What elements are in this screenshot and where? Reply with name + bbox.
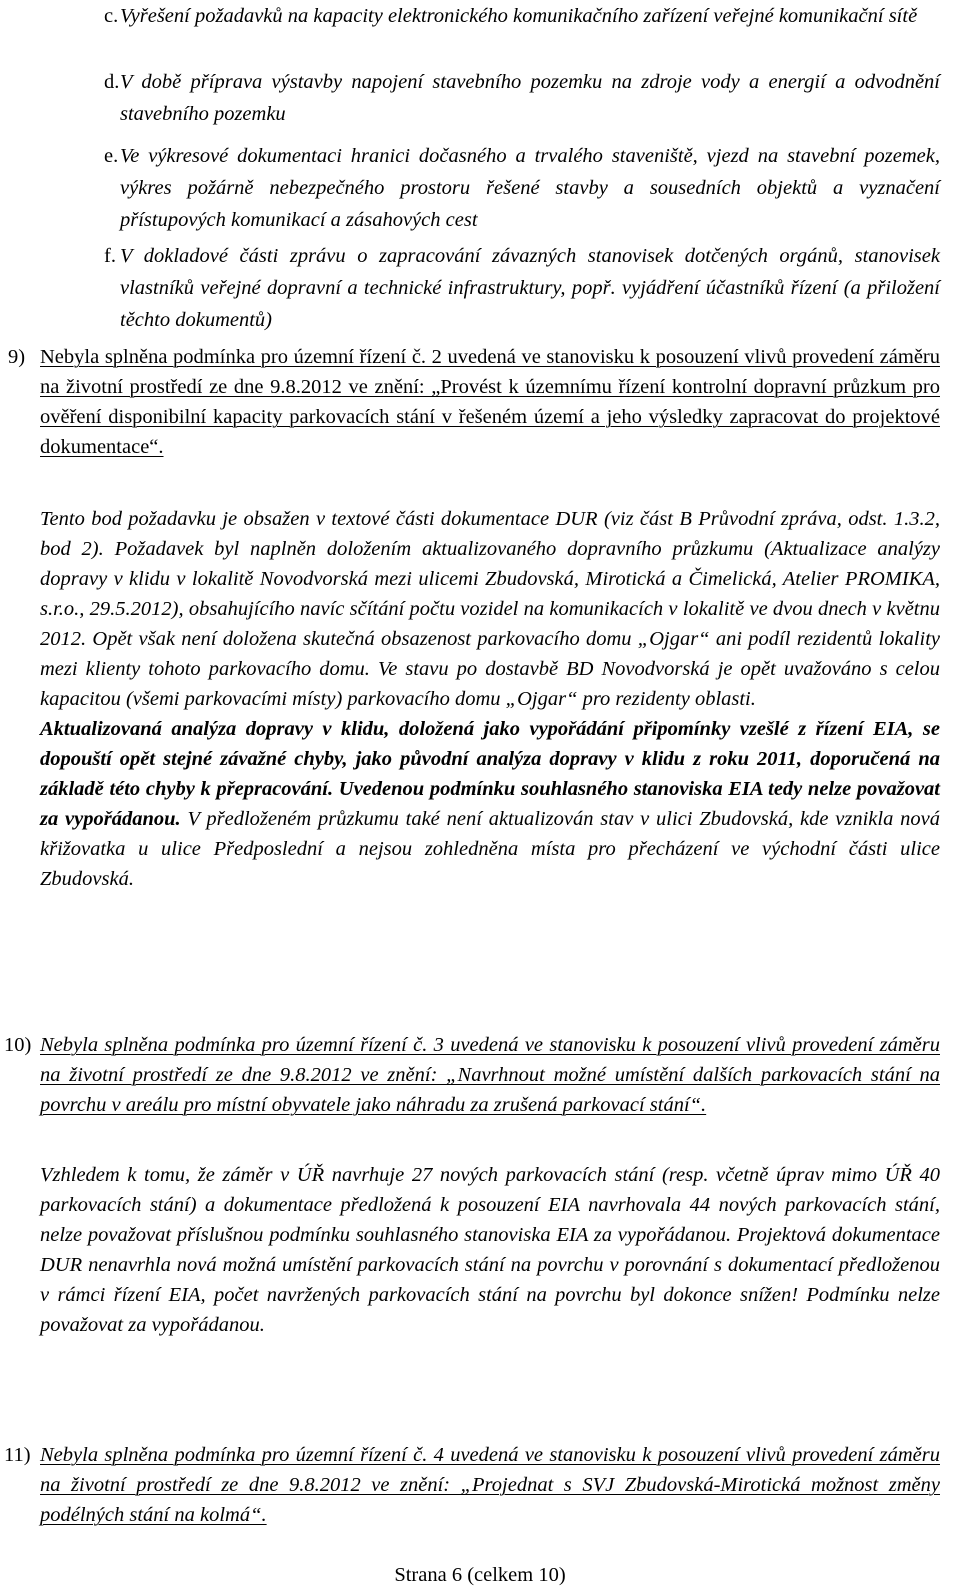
item-number: 11)	[4, 1444, 31, 1466]
bold-statement: Aktualizovaná analýza dopravy v klidu, doložená jako vypořádání připomínky vzešlé z řízení EIA, se dopouští opět stejné závažné chyby, jako původní analýza dopravy v klidu z roku 2011, doporučená na základě této chyby k přepracování. Uvedenou podmínku souhlasného stanoviska EIA tedy nelze považovat za vypořádanou.	[40, 718, 940, 830]
page-footer: Strana 6 (celkem 10)	[394, 1564, 566, 1586]
list-text: Ve výkresové dokumentaci hranici dočasného a trvalého staveniště, vjezd na stavební pozemek, výkres požárně nebezpečného prostoru řešené stavby a sousedních objektů a vyznačení přístupových komunikací a zásahových cest	[120, 145, 940, 231]
item-requirement: Nebyla splněna podmínka pro územní řízení č. 2 uvedená ve stanovisku k posouzení vlivů provedení záměru na životní prostředí ze dne 9.8.2012 ve znění: „Provést k územnímu řízení kontrolní dopravní průzkum pro ověření disponibilní kapacity parkovacích stání v řešeném území a jeho výsledky zapracovat do projektové dokumentace“.	[40, 346, 940, 458]
list-item-c	[104, 0, 940, 32]
item-10-body	[40, 1160, 940, 1340]
item-9-body	[40, 504, 940, 894]
item-requirement: Nebyla splněna podmínka pro územní řízení č. 3 uvedená ve stanovisku k posouzení vlivů provedení záměru na životní prostředí ze dne 9.8.2012 ve znění: „Navrhnout možné umístění dalších parkovacích stání na povrchu v areálu pro místní obyvatele jako náhradu za zrušená parkovací stání“.	[40, 1034, 940, 1116]
list-label: f.	[104, 245, 116, 267]
numbered-item-10	[0, 1030, 940, 1120]
list-label: c.	[104, 5, 119, 27]
paragraph: Vzhledem k tomu, že záměr v ÚŘ navrhuje 27 nových parkovacích stání (resp. včetně úprav mimo ÚŘ 40 parkovacích stání) a dokumentace předložená k posouzení EIA navrhovala 44 nových parkovacích stání, nelze považovat příslušnou podmínku souhlasného stanoviska EIA za vypořádanou. Projektová dokumentace DUR nenavrhla nová možná umístění parkovacích stání na povrchu v porovnání s dokumentací předloženou v rámci řízení EIA, počet navržených parkovacích stání na povrchu byl dokonce snížen! Podmínku nelze považovat za vypořádanou.	[40, 1164, 940, 1336]
item-number: 10)	[4, 1034, 32, 1056]
paragraph-tail: V předloženém průzkumu také není aktualizován stav v ulici Zbudovská, kde vznikla nová křižovatka u ulice Předposlední a nejsou zohledněna místa pro přecházení ve východní části ulice Zbudovská.	[40, 808, 940, 890]
item-requirement: Nebyla splněna podmínka pro územní řízení č. 4 uvedená ve stanovisku k posouzení vlivů provedení záměru na životní prostředí ze dne 9.8.2012 ve znění: „Projednat s SVJ Zbudovská-Mirotická možnost změny podélných stání na kolmá“.	[40, 1444, 940, 1526]
numbered-item-9	[0, 342, 940, 462]
item-number: 9)	[8, 346, 26, 368]
list-text: V dokladové části zprávu o zapracování závazných stanovisek dotčených orgánů, stanovisek vlastníků veřejné dopravní a technické infrastruktury, popř. vyjádření účastníků řízení (a přiložení těchto dokumentů)	[120, 245, 940, 331]
list-text: Vyřešení požadavků na kapacity elektronického komunikačního zařízení veřejné komunikační sítě	[120, 5, 918, 27]
paragraph: Tento bod požadavku je obsažen v textové části dokumentace DUR (viz část B Průvodní zpráva, odst. 1.3.2, bod 2). Požadavek byl naplněn doložením aktualizovaného dopravního průzkumu (Aktualizace analýzy dopravy v klidu v lokalitě Novodvorská mezi ulicemi Zbudovská, Mirotická a Čimelická, Atelier PROMIKA, s.r.o., 29.5.2012), obsahujícího navíc sčítání počtu vozidel na komunikacích v lokalitě ve dvou dnech v květnu 2012. Opět však není doložena skutečná obsazenost parkovacího domu „Ojgar“ ani podíl rezidentů lokality mezi klienty tohoto parkovacího domu. Ve stavu po dostavbě BD Novodvorská je opět uvažováno s celou kapacitou (všemi parkovacími místy) parkovacího domu „Ojgar“ pro rezidenty oblasti.	[40, 508, 940, 710]
list-item-e	[104, 140, 940, 236]
list-label: e.	[104, 145, 119, 167]
paragraph	[40, 714, 940, 894]
numbered-item-11	[0, 1440, 940, 1530]
list-label: d.	[104, 71, 120, 93]
list-text: V době příprava výstavby napojení stavebního pozemku na zdroje vody a energií a odvodnění stavebního pozemku	[120, 71, 940, 125]
list-item-f	[104, 240, 940, 336]
list-item-d	[104, 66, 940, 130]
